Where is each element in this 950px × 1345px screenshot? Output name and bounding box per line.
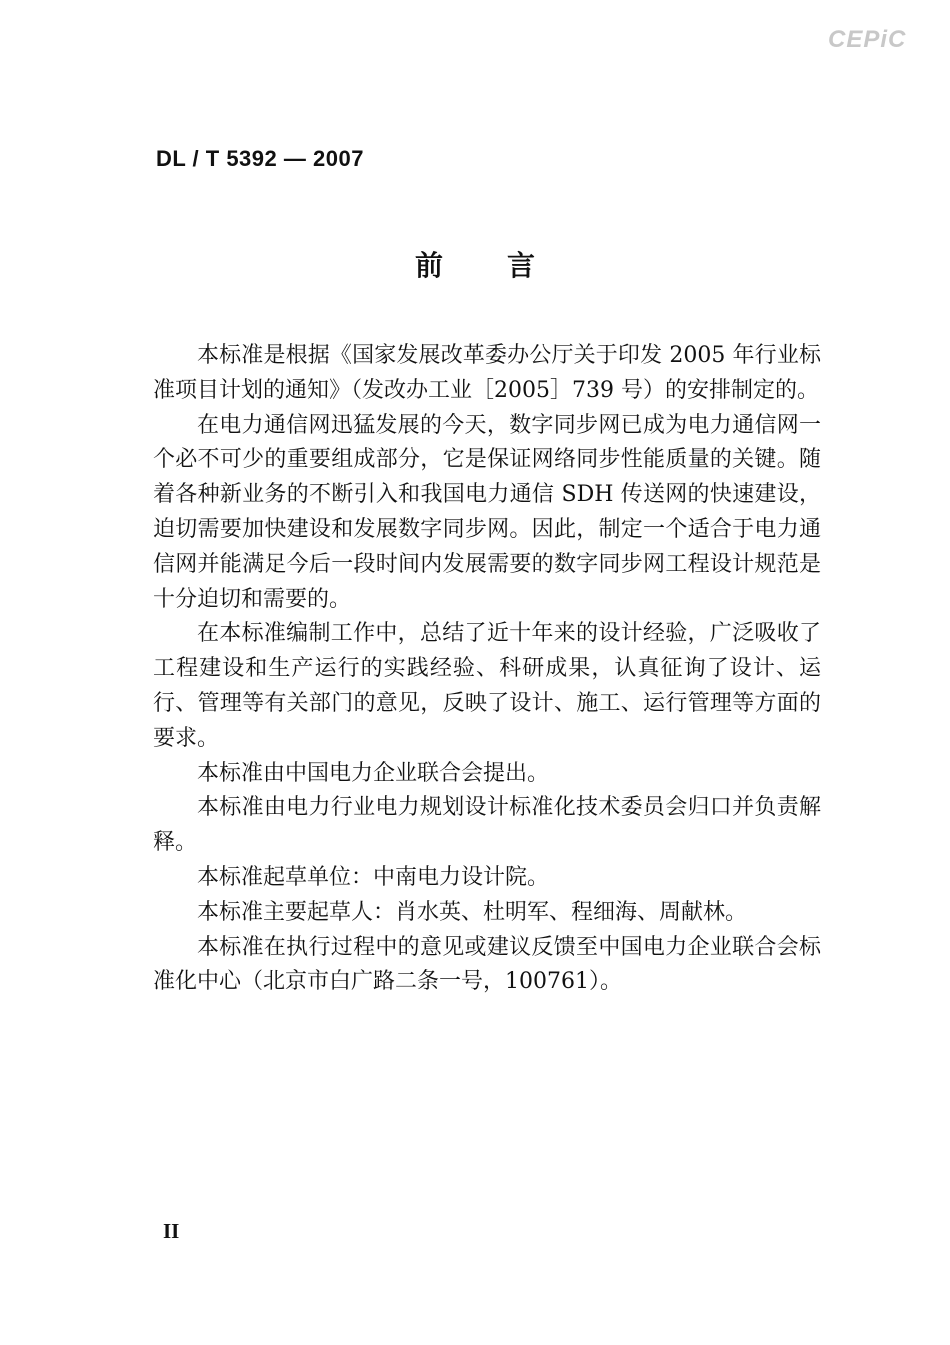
foreword-body xyxy=(153,339,821,1000)
standard-code-header: DL / T 5392 — 2007 xyxy=(156,146,364,171)
paragraph-drafting-unit: 本标准起草单位：中南电力设计院。 xyxy=(197,864,550,890)
paragraph-feedback: 本标准在执行过程中的意见或建议反馈至中国电力企业联合会标准化中心（北京市白广路二条一号，100761）。 xyxy=(153,934,821,995)
cepic-watermark: CEPiC xyxy=(828,26,907,53)
paragraph-basis: 本标准是根据《国家发展改革委办公厅关于印发 2005 年行业标准项目计划的通知》（发改办工业［2005］739 号）的安排制定的。 xyxy=(153,343,821,403)
paragraph-interpretation: 本标准由电力行业电力规划设计标准化技术委员会归口并负责解释。 xyxy=(153,795,821,856)
page-title: 前言 xyxy=(414,249,599,282)
paragraph-drafters: 本标准主要起草人：肖水英、杜明军、程细海、周献林。 xyxy=(197,899,748,925)
paragraph-background: 在电力通信网迅猛发展的今天，数字同步网已成为电力通信网一个必不可少的重要组成部分，它是保证网络同步性能质量的关键。随着各种新业务的不断引入和我国电力通信 SDH 传送网的快速建设，迫切需要加快建设和发展数字同步网。因此，制定一个适合于电力通信网并能满足今后一段时间内发展需要的数字同步网工程设计规范是十分迫切和需要的。 xyxy=(153,412,821,612)
paragraph-proposer: 本标准由中国电力企业联合会提出。 xyxy=(197,760,550,786)
page-number: II xyxy=(163,1219,180,1243)
paragraph-compilation: 在本标准编制工作中，总结了近十年来的设计经验，广泛吸收了工程建设和生产运行的实践经验、科研成果，认真征询了设计、运行、管理等有关部门的意见，反映了设计、施工、运行管理等方面的要求。 xyxy=(153,621,821,751)
